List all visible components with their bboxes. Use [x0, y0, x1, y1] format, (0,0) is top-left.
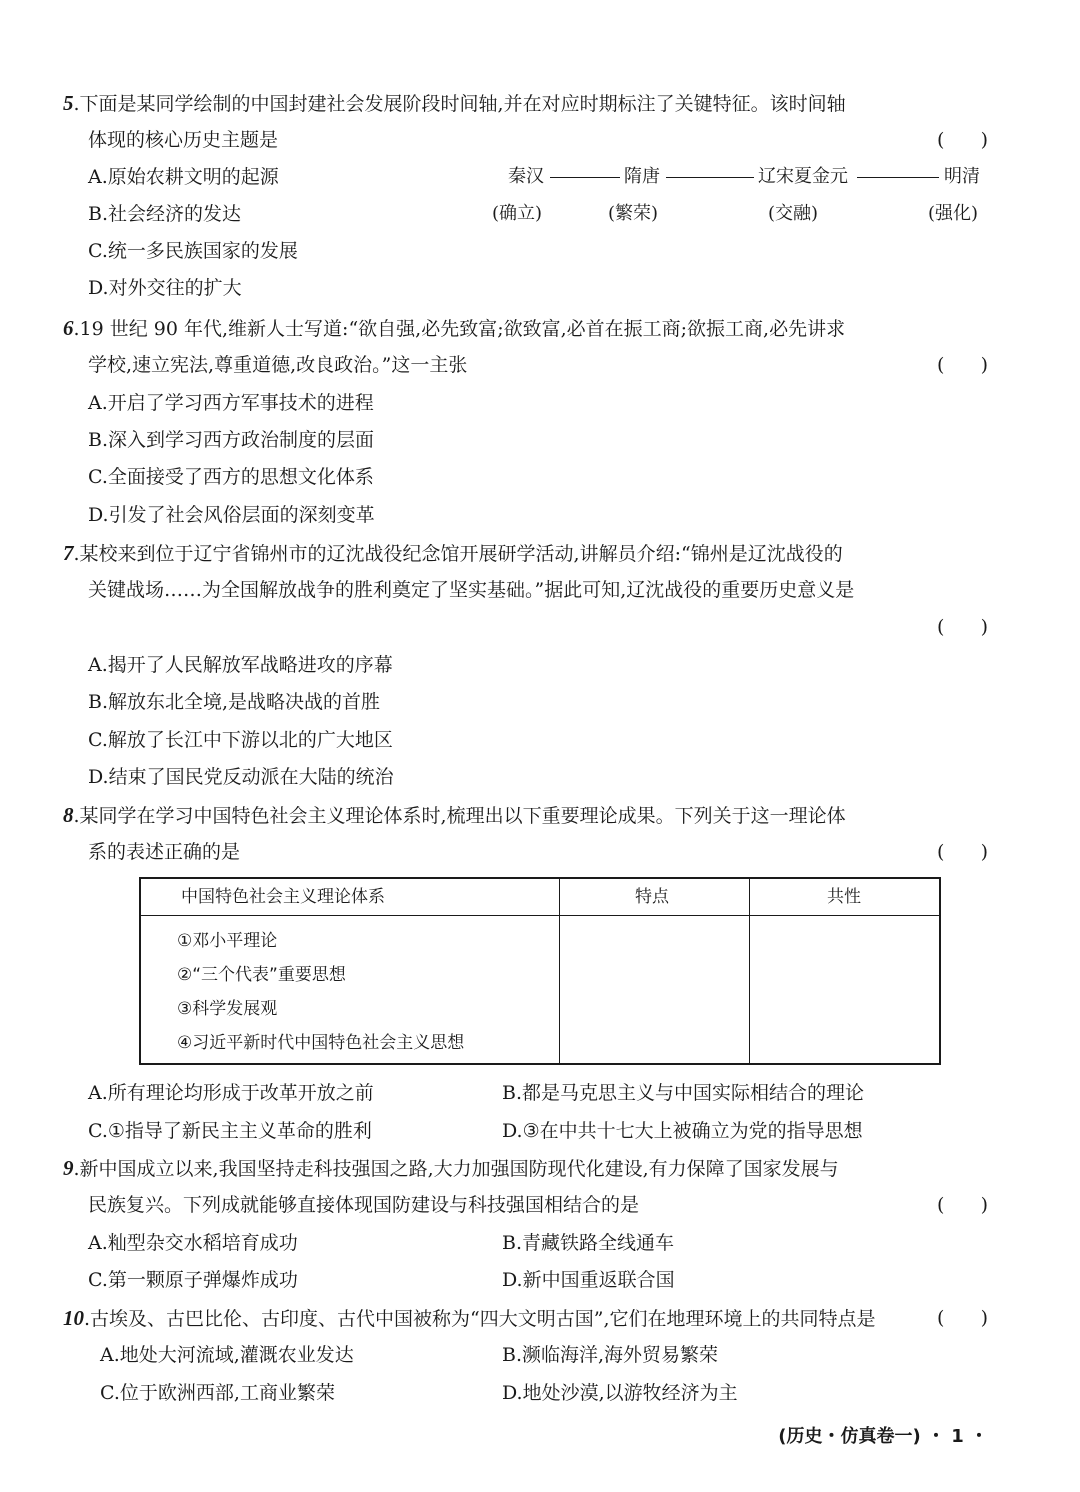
- timeline-feature-3: (交融): [768, 203, 819, 224]
- q6-stem-line1: [63, 315, 845, 342]
- page-footer: (历史・仿真卷一) ・ 1 ・: [778, 1426, 988, 1447]
- q6-stem-line2: 学校,速立宪法,尊重道德,改良政治。”这一主张: [88, 354, 468, 376]
- q9-option-d: D.新中国重返联合国: [502, 1269, 675, 1291]
- q10-option-d: D.地处沙漠,以游牧经济为主: [502, 1382, 738, 1404]
- q9-answer-blank: ( ): [936, 1194, 988, 1216]
- q10-stem-text: .古埃及、古巴比伦、古印度、古代中国被称为“四大文明古国”,它们在地理环境上的共同特点是: [84, 1308, 876, 1330]
- table-divider: [749, 879, 750, 1063]
- timeline-feature-2: (繁荣): [608, 203, 659, 224]
- q5-option-b: B.社会经济的发达: [88, 203, 242, 225]
- q7-answer-blank: ( ): [936, 616, 988, 638]
- q5-stem-text: .下面是某同学绘制的中国封建社会发展阶段时间轴,并在对应时期标注了关键特征。该时间轴: [73, 93, 846, 115]
- q5-answer-blank: ( ): [936, 129, 988, 151]
- q7-option-a: A.揭开了人民解放军战略进攻的序幕: [88, 654, 393, 676]
- q7-stem-line2: 关键战场……为全国解放战争的胜利奠定了坚实基础。”据此可知,辽沈战役的重要历史意义是: [88, 579, 855, 601]
- q5-stem-line2: 体现的核心历史主题是: [88, 129, 279, 151]
- q5-option-a: A.原始农耕文明的起源: [88, 166, 279, 188]
- table-item-2: ②“三个代表”重要思想: [177, 965, 346, 985]
- q8-option-a: A.所有理论均形成于改革开放之前: [88, 1082, 374, 1104]
- table-header-common: 共性: [827, 887, 861, 907]
- q8-stem-text: .某同学在学习中国特色社会主义理论体系时,梳理出以下重要理论成果。下列关于这一理论体: [73, 805, 846, 827]
- table-item-3: ③科学发展观: [177, 999, 278, 1019]
- q10-option-c: C.位于欧洲西部,工商业繁荣: [100, 1382, 335, 1404]
- q8-stem-line2: 系的表述正确的是: [88, 841, 241, 863]
- timeline-connector: [550, 177, 620, 178]
- q9-stem-line1: [63, 1155, 839, 1182]
- q6-stem-text: .19 世纪 90 年代,维新人士写道:“欲自强,必先致富;欲致富,必首在振工商;欲振工商,必先讲求: [73, 318, 846, 340]
- q10-option-b: B.濒临海洋,海外贸易繁荣: [502, 1344, 719, 1366]
- q6-option-b: B.深入到学习西方政治制度的层面: [88, 429, 375, 451]
- q9-number: 9: [63, 1156, 74, 1180]
- theory-table: [139, 877, 941, 1065]
- q8-option-c: C.①指导了新民主主义革命的胜利: [88, 1120, 372, 1142]
- timeline-connector: [857, 177, 939, 178]
- q10-option-a: A.地处大河流域,灌溉农业发达: [100, 1344, 354, 1366]
- table-item-1: ①邓小平理论: [177, 931, 278, 951]
- timeline-connector: [666, 177, 754, 178]
- q6-option-a: A.开启了学习西方军事技术的进程: [88, 392, 374, 414]
- q6-number: 6: [63, 316, 74, 340]
- table-divider: [559, 879, 560, 1063]
- q9-option-a: A.籼型杂交水稻培育成功: [88, 1232, 298, 1254]
- q9-option-b: B.青藏铁路全线通车: [502, 1232, 675, 1254]
- q8-number: 8: [63, 803, 74, 827]
- table-header-feature: 特点: [635, 887, 669, 907]
- q8-answer-blank: ( ): [936, 841, 988, 863]
- timeline-feature-4: (强化): [928, 203, 979, 224]
- timeline-feature-1: (确立): [492, 203, 543, 224]
- q9-option-c: C.第一颗原子弹爆炸成功: [88, 1269, 298, 1291]
- q9-stem-text: .新中国成立以来,我国坚持走科技强国之路,大力加强国防现代化建设,有力保障了国家发展与: [73, 1158, 839, 1180]
- q7-number: 7: [63, 541, 74, 565]
- q8-option-b: B.都是马克思主义与中国实际相结合的理论: [502, 1082, 865, 1104]
- q10-stem-line1: [63, 1305, 876, 1332]
- timeline-period-qinhan: 秦汉: [508, 166, 544, 187]
- q10-number: 10: [63, 1306, 84, 1330]
- table-header-system: 中国特色社会主义理论体系: [181, 887, 385, 907]
- q9-stem-line2: 民族复兴。下列成就能够直接体现国防建设与科技强国相结合的是: [88, 1194, 640, 1216]
- q7-stem-text: .某校来到位于辽宁省锦州市的辽沈战役纪念馆开展研学活动,讲解员介绍:“锦州是辽沈战役的: [73, 543, 843, 565]
- q7-option-c: C.解放了长江中下游以北的广大地区: [88, 729, 393, 751]
- q7-option-b: B.解放东北全境,是战略决战的首胜: [88, 691, 381, 713]
- q5-option-c: C.统一多民族国家的发展: [88, 240, 298, 262]
- q6-option-d: D.引发了社会风俗层面的深刻变革: [88, 504, 375, 526]
- table-divider: [141, 915, 939, 916]
- q8-option-d: D.③在中共十七大上被确立为党的指导思想: [502, 1120, 863, 1142]
- q5-stem-line1: [63, 90, 846, 117]
- q10-answer-blank: ( ): [936, 1307, 988, 1329]
- timeline-period-mingqing: 明清: [944, 166, 980, 187]
- q8-stem-line1: [63, 802, 846, 829]
- q5-number: 5: [63, 91, 74, 115]
- q7-stem-line1: [63, 540, 843, 567]
- q7-option-d: D.结束了国民党反动派在大陆的统治: [88, 766, 394, 788]
- timeline-period-liaosong: 辽宋夏金元: [758, 166, 848, 187]
- table-item-4: ④习近平新时代中国特色社会主义思想: [177, 1033, 465, 1053]
- timeline-period-suitang: 隋唐: [624, 166, 660, 187]
- q5-option-d: D.对外交往的扩大: [88, 277, 242, 299]
- q6-answer-blank: ( ): [936, 354, 988, 376]
- q6-option-c: C.全面接受了西方的思想文化体系: [88, 466, 374, 488]
